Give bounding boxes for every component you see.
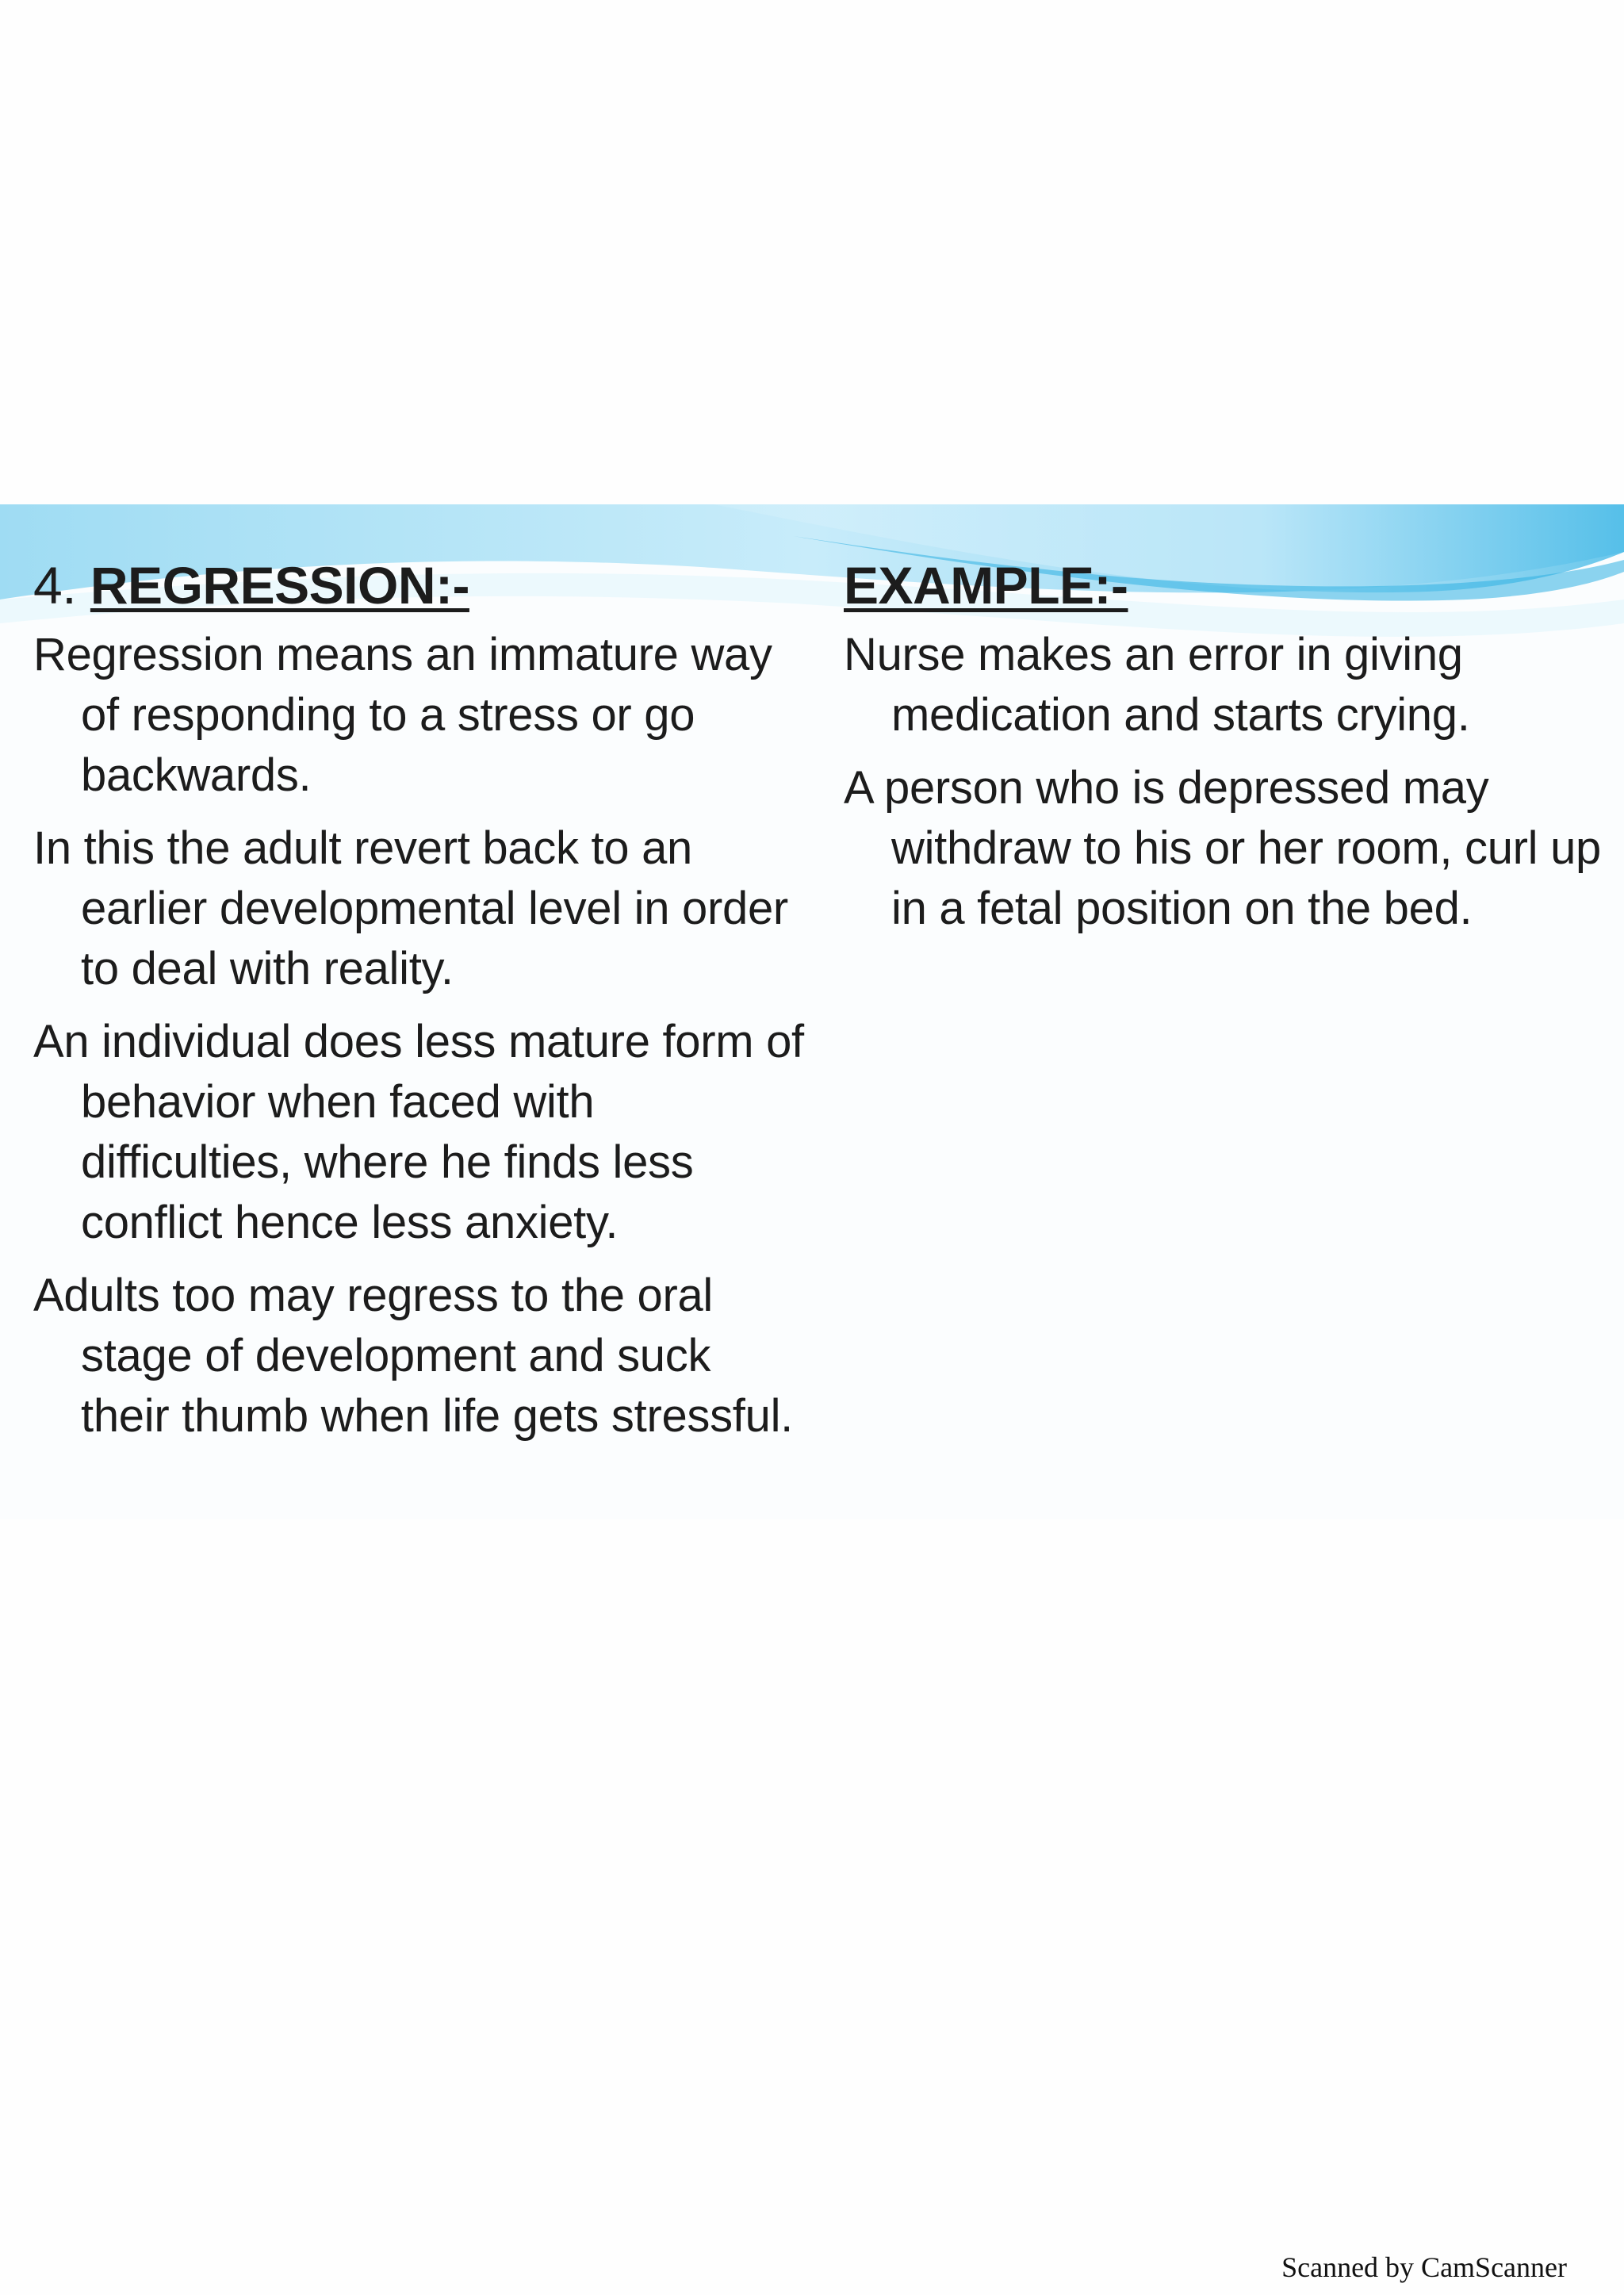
definition-paragraph: In this the adult revert back to an earlier developmental level in order to deal with reality. — [33, 822, 788, 994]
definition-paragraph: Adults too may regress to the oral stage of development and suck their thumb when life gets stressful. — [33, 1270, 793, 1442]
definition-paragraph: An individual does less mature form of behavior when faced with difficulties, where he finds less conflict hence less anxiety. — [33, 1016, 804, 1248]
heading-title: REGRESSION:- — [90, 556, 469, 615]
example-column — [844, 552, 1605, 952]
regression-heading — [33, 552, 810, 619]
example-paragraph: A person who is depressed may withdraw to his or her room, curl up in a fetal position on the bed. — [844, 762, 1601, 934]
regression-column — [33, 552, 810, 1459]
slide — [0, 504, 1624, 1519]
definition-paragraph: Regression means an immature way of responding to a stress or go backwards. — [33, 629, 772, 801]
example-paragraph: Nurse makes an error in giving medication and starts crying. — [844, 629, 1470, 741]
heading-title: EXAMPLE:- — [844, 556, 1128, 615]
example-heading — [844, 552, 1605, 619]
scanner-watermark: Scanned by CamScanner — [1281, 2251, 1567, 2283]
heading-number: 4. — [33, 556, 77, 615]
